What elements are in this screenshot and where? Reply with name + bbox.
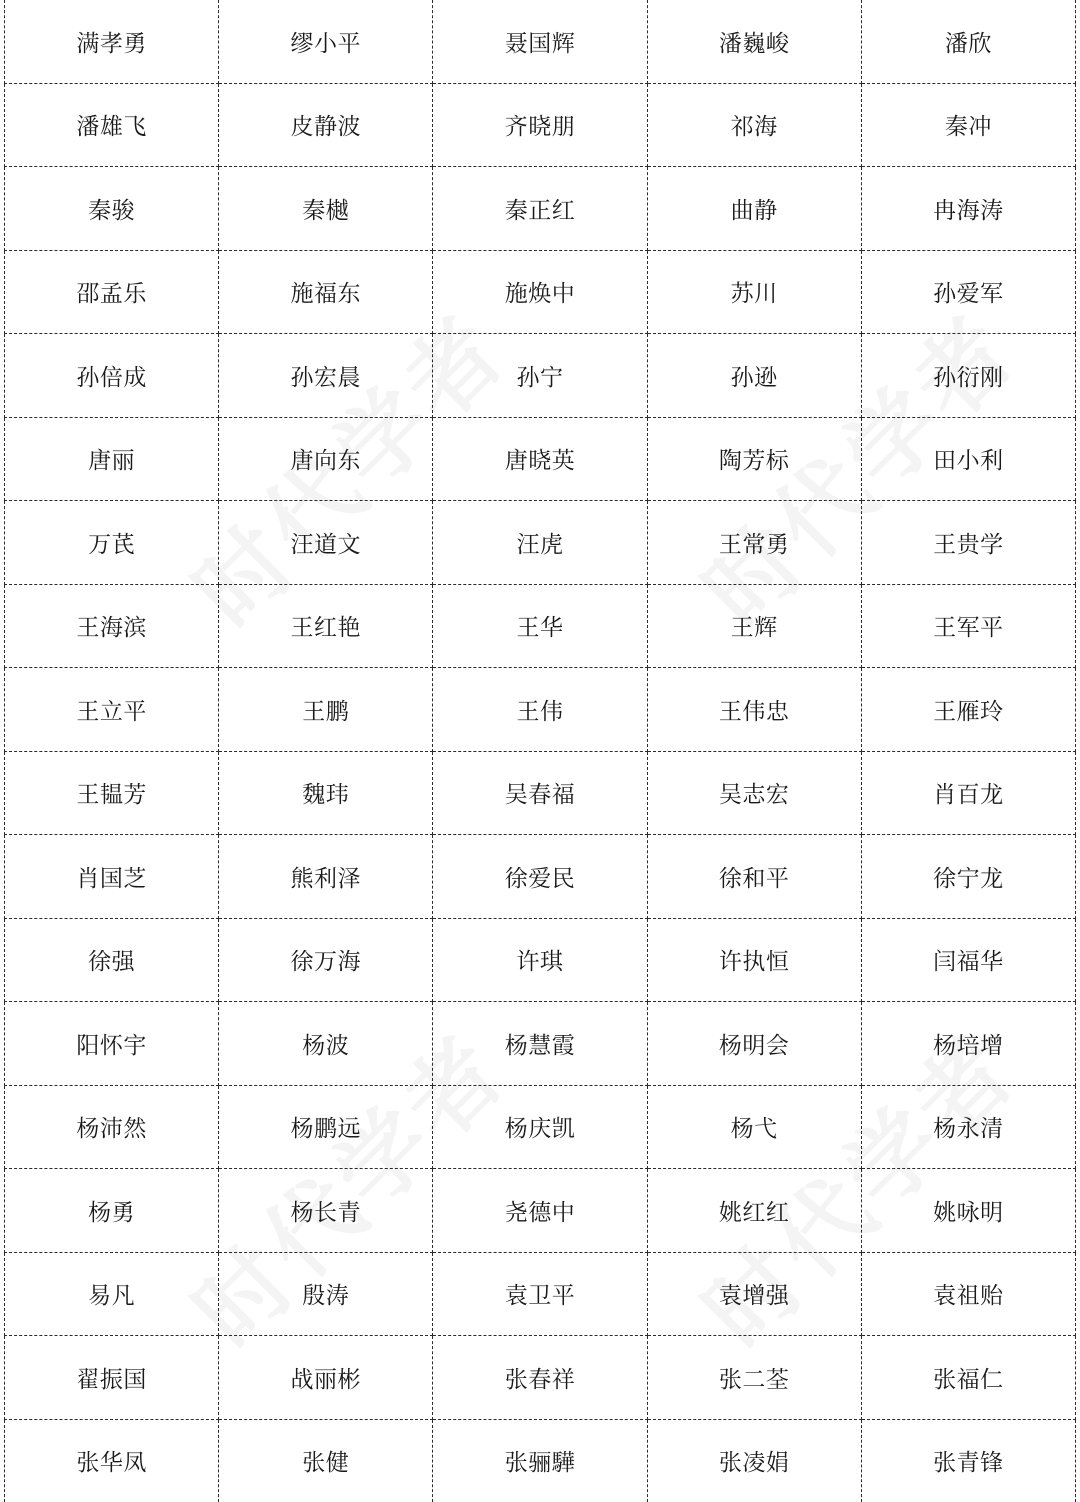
name-cell: 王红艳 — [219, 584, 433, 668]
name-cell: 吴春福 — [433, 751, 647, 835]
name-cell: 王韫芳 — [5, 751, 219, 835]
name-cell: 齐晓朋 — [433, 83, 647, 167]
name-cell: 杨慧霞 — [433, 1002, 647, 1086]
name-cell: 杨勇 — [5, 1169, 219, 1253]
name-cell: 杨沛然 — [5, 1085, 219, 1169]
table-row — [5, 1252, 1076, 1336]
name-cell: 施福东 — [219, 250, 433, 334]
name-cell: 施焕中 — [433, 250, 647, 334]
name-cell: 汪道文 — [219, 501, 433, 585]
name-cell: 孙宁 — [433, 334, 647, 418]
name-cell: 姚咏明 — [861, 1169, 1075, 1253]
name-cell: 秦正红 — [433, 167, 647, 251]
name-cell: 杨培增 — [861, 1002, 1075, 1086]
name-cell: 肖国芝 — [5, 835, 219, 919]
name-cell: 聂国辉 — [433, 0, 647, 83]
name-cell: 易凡 — [5, 1252, 219, 1336]
name-cell: 唐丽 — [5, 417, 219, 501]
table-row — [5, 250, 1076, 334]
name-cell: 徐宁龙 — [861, 835, 1075, 919]
name-cell: 张健 — [219, 1419, 433, 1502]
name-cell: 王辉 — [647, 584, 861, 668]
name-cell: 徐爱民 — [433, 835, 647, 919]
name-table-body — [5, 0, 1076, 1502]
name-cell: 王伟 — [433, 668, 647, 752]
table-row — [5, 417, 1076, 501]
name-cell: 翟振国 — [5, 1336, 219, 1420]
name-cell: 秦骏 — [5, 167, 219, 251]
name-cell: 张骊驊 — [433, 1419, 647, 1502]
name-cell: 王伟忠 — [647, 668, 861, 752]
name-table — [4, 0, 1076, 1502]
table-row — [5, 334, 1076, 418]
name-cell: 王立平 — [5, 668, 219, 752]
table-row — [5, 835, 1076, 919]
name-cell: 田小利 — [861, 417, 1075, 501]
name-cell: 孙宏晨 — [219, 334, 433, 418]
name-cell: 阳怀宇 — [5, 1002, 219, 1086]
name-cell: 陶芳标 — [647, 417, 861, 501]
name-cell: 孙爱军 — [861, 250, 1075, 334]
name-cell: 冉海涛 — [861, 167, 1075, 251]
table-row — [5, 1169, 1076, 1253]
table-row — [5, 584, 1076, 668]
name-cell: 魏玮 — [219, 751, 433, 835]
table-row — [5, 1336, 1076, 1420]
name-cell: 万芪 — [5, 501, 219, 585]
name-cell: 张凌娟 — [647, 1419, 861, 1502]
name-cell: 肖百龙 — [861, 751, 1075, 835]
name-cell: 许执恒 — [647, 918, 861, 1002]
name-cell: 杨鹏远 — [219, 1085, 433, 1169]
table-row — [5, 751, 1076, 835]
name-cell: 潘欣 — [861, 0, 1075, 83]
table-row — [5, 83, 1076, 167]
name-cell: 杨永清 — [861, 1085, 1075, 1169]
name-cell: 秦冲 — [861, 83, 1075, 167]
name-cell: 王贵学 — [861, 501, 1075, 585]
table-row — [5, 1085, 1076, 1169]
name-cell: 徐和平 — [647, 835, 861, 919]
name-cell: 战丽彬 — [219, 1336, 433, 1420]
name-cell: 张华凤 — [5, 1419, 219, 1502]
name-cell: 姚红红 — [647, 1169, 861, 1253]
name-cell: 缪小平 — [219, 0, 433, 83]
name-cell: 孙逊 — [647, 334, 861, 418]
table-row — [5, 1419, 1076, 1502]
name-cell: 孙衍刚 — [861, 334, 1075, 418]
name-cell: 潘雄飞 — [5, 83, 219, 167]
name-cell: 许琪 — [433, 918, 647, 1002]
table-row — [5, 918, 1076, 1002]
name-cell: 秦樾 — [219, 167, 433, 251]
name-cell: 张二荃 — [647, 1336, 861, 1420]
name-cell: 苏川 — [647, 250, 861, 334]
name-cell: 王常勇 — [647, 501, 861, 585]
name-cell: 王海滨 — [5, 584, 219, 668]
name-cell: 祁海 — [647, 83, 861, 167]
name-cell: 徐万海 — [219, 918, 433, 1002]
name-cell: 张春祥 — [433, 1336, 647, 1420]
name-cell: 张青锋 — [861, 1419, 1075, 1502]
name-cell: 张福仁 — [861, 1336, 1075, 1420]
name-cell: 邵孟乐 — [5, 250, 219, 334]
table-row — [5, 668, 1076, 752]
name-cell: 杨波 — [219, 1002, 433, 1086]
name-cell: 杨明会 — [647, 1002, 861, 1086]
name-cell: 袁祖贻 — [861, 1252, 1075, 1336]
name-cell: 曲静 — [647, 167, 861, 251]
name-cell: 熊利泽 — [219, 835, 433, 919]
table-row — [5, 501, 1076, 585]
name-cell: 尧德中 — [433, 1169, 647, 1253]
table-row — [5, 167, 1076, 251]
name-cell: 杨庆凯 — [433, 1085, 647, 1169]
name-cell: 吴志宏 — [647, 751, 861, 835]
name-cell: 王雁玲 — [861, 668, 1075, 752]
name-cell: 潘巍峻 — [647, 0, 861, 83]
name-cell: 王鹏 — [219, 668, 433, 752]
name-cell: 王华 — [433, 584, 647, 668]
name-cell: 杨长青 — [219, 1169, 433, 1253]
name-cell: 王军平 — [861, 584, 1075, 668]
name-cell: 唐晓英 — [433, 417, 647, 501]
name-cell: 孙倍成 — [5, 334, 219, 418]
name-cell: 袁增强 — [647, 1252, 861, 1336]
name-cell: 唐向东 — [219, 417, 433, 501]
table-row — [5, 1002, 1076, 1086]
table-row — [5, 0, 1076, 83]
name-cell: 殷涛 — [219, 1252, 433, 1336]
name-cell: 满孝勇 — [5, 0, 219, 83]
name-cell: 汪虎 — [433, 501, 647, 585]
name-cell: 闫福华 — [861, 918, 1075, 1002]
name-cell: 徐强 — [5, 918, 219, 1002]
name-cell: 袁卫平 — [433, 1252, 647, 1336]
name-cell: 皮静波 — [219, 83, 433, 167]
name-cell: 杨弋 — [647, 1085, 861, 1169]
